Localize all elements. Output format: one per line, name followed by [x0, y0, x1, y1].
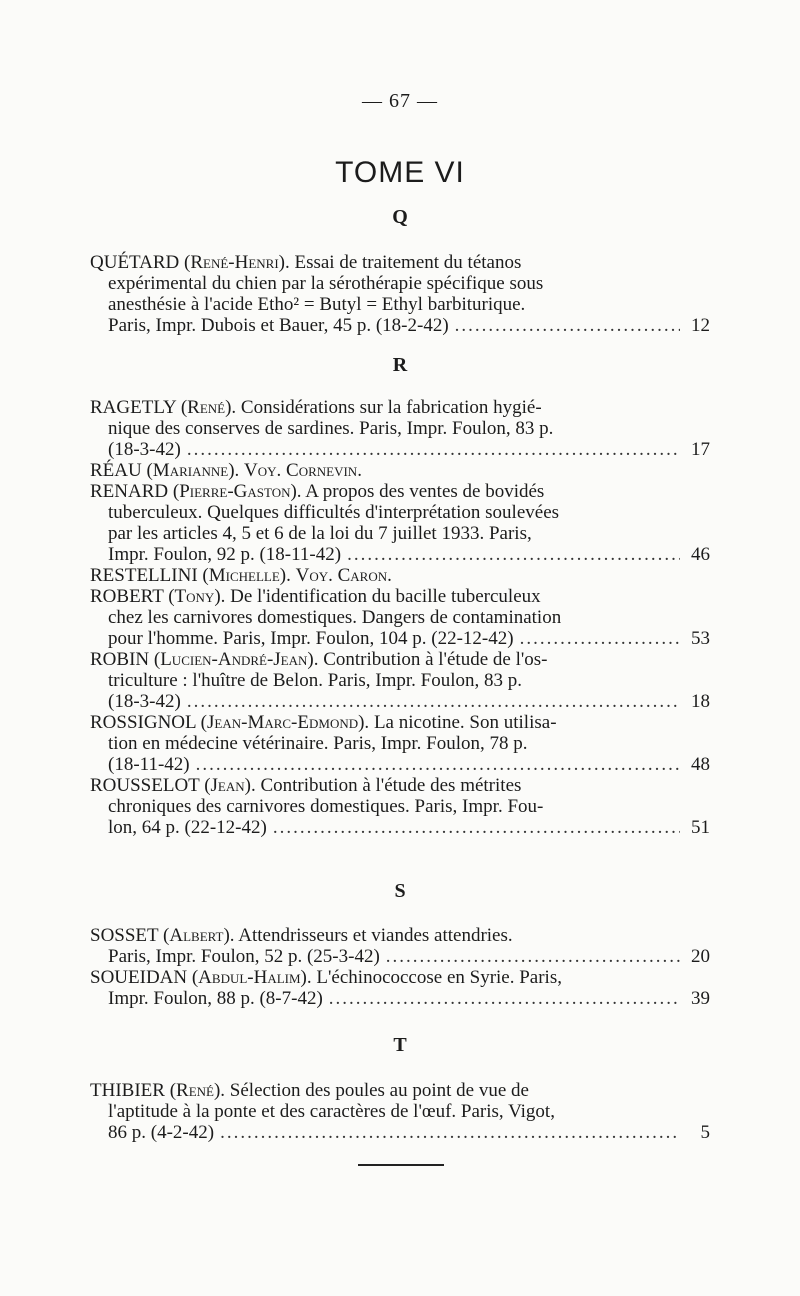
- author-name: RENARD: [90, 481, 169, 502]
- author-name: ROSSIGNOL: [90, 712, 196, 733]
- entry-quetard: [90, 252, 710, 336]
- entry-title-start: De l'identification du bacille tuberculeux: [230, 586, 541, 607]
- page-ref: 18: [691, 691, 710, 712]
- entry-title-start: Attendrisseurs et viandes attendries.: [238, 925, 513, 946]
- entry-title-start: Contribution à l'étude de l'os-: [323, 649, 548, 670]
- author-given-names: (Albert).: [163, 925, 235, 946]
- entry-imprint: (18-3-42): [108, 439, 181, 460]
- entry-ragetly: [90, 397, 710, 460]
- cross-reference: Voy. Cornevin.: [244, 460, 362, 481]
- entry-title-start: La nicotine. Son utilisa-: [373, 712, 557, 733]
- author-given-names: (Lucien-André-Jean).: [153, 649, 319, 670]
- entry-first-line: [90, 1080, 710, 1101]
- entry-rossignol: [90, 712, 710, 775]
- author-given-names: (Abdul-Halim).: [191, 967, 312, 988]
- leader-dots: [196, 754, 680, 775]
- page-ref: 12: [691, 315, 710, 336]
- author-name: THIBIER: [90, 1080, 165, 1101]
- volume-title: TOME VI: [335, 156, 465, 189]
- entry-line: chroniques des carnivores domestiques. Paris, Impr. Fou-: [108, 796, 544, 817]
- author-name: ROBERT: [90, 586, 164, 607]
- author-given-names: (Pierre-Gaston).: [172, 481, 302, 502]
- leader-dots: [273, 817, 680, 838]
- entry-title-start: Sélection des poules au point de vue de: [229, 1080, 529, 1101]
- entry-sosset: [90, 925, 710, 967]
- entry-title-start: Essai de traitement du tétanos: [294, 252, 522, 273]
- entry-last-line: [90, 691, 710, 712]
- page-ref: 53: [691, 628, 710, 649]
- entry-robin: [90, 649, 710, 712]
- entry-title-start: L'échinococcose en Syrie. Paris,: [316, 967, 562, 988]
- page-ref: 39: [691, 988, 710, 1009]
- entry-imprint: pour l'homme. Paris, Impr. Foulon, 104 p. (22-12-42): [108, 628, 514, 649]
- section-letter-r: R: [392, 354, 408, 376]
- author-given-names: (Jean).: [204, 775, 256, 796]
- author-name: SOUEIDAN: [90, 967, 188, 988]
- author-given-names: (Marianne).: [146, 460, 240, 481]
- entry-soueidan: [90, 967, 710, 1009]
- entry-imprint: Paris, Impr. Foulon, 52 p. (25-3-42): [108, 946, 380, 967]
- entry-line: l'aptitude à la ponte et des caractères de l'œuf. Paris, Vigot,: [108, 1101, 555, 1122]
- entry-title-start: A propos des ventes de bovidés: [305, 481, 545, 502]
- entry-last-line: [90, 946, 710, 967]
- entry-first-line: [90, 712, 710, 733]
- entry-restellini: [90, 565, 710, 586]
- entry-imprint: (18-11-42): [108, 754, 190, 775]
- cross-reference: Voy. Caron.: [295, 565, 392, 586]
- entry-first-line: [90, 586, 710, 607]
- section-letter-s: S: [394, 880, 406, 902]
- page-ref: 46: [691, 544, 710, 565]
- author-name: ROBIN: [90, 649, 150, 670]
- entry-imprint: Impr. Foulon, 88 p. (8-7-42): [108, 988, 323, 1009]
- entry-line: expérimental du chien par la sérothérapie spécifique sous: [108, 273, 544, 294]
- page-ref: 20: [691, 946, 710, 967]
- author-name: ROUSSELOT: [90, 775, 200, 796]
- entry-imprint: 86 p. (4-2-42): [108, 1122, 215, 1143]
- author-given-names: (Tony).: [168, 586, 226, 607]
- entry-line: chez les carnivores domestiques. Dangers de contamination: [108, 607, 562, 628]
- author-given-names: (René).: [169, 1080, 226, 1101]
- page-ref: 5: [700, 1122, 710, 1143]
- entry-renard: [90, 481, 710, 565]
- entry-imprint: lon, 64 p. (22-12-42): [108, 817, 267, 838]
- leader-dots: [329, 988, 680, 1009]
- author-name: QUÉTARD: [90, 252, 180, 273]
- leader-dots: [455, 315, 680, 336]
- entry-line: anesthésie à l'acide Etho² = Butyl = Ethyl barbiturique.: [108, 294, 526, 315]
- leader-dots: [187, 691, 680, 712]
- entry-first-line: [90, 460, 710, 481]
- entry-last-line: [90, 754, 710, 775]
- closing-rule: [358, 1164, 444, 1166]
- entry-title-start: Considérations sur la fabrication hygié-: [240, 397, 542, 418]
- entry-last-line: [90, 1122, 710, 1143]
- entry-robert: [90, 586, 710, 649]
- entry-imprint: Paris, Impr. Dubois et Bauer, 45 p. (18-2-42): [108, 315, 449, 336]
- entry-first-line: [90, 967, 710, 988]
- entry-first-line: [90, 649, 710, 670]
- entry-imprint: Impr. Foulon, 92 p. (18-11-42): [108, 544, 342, 565]
- entry-first-line: [90, 397, 710, 418]
- leader-dots: [386, 946, 680, 967]
- leader-dots: [347, 544, 680, 565]
- page-number: — 67 —: [362, 90, 438, 112]
- entry-last-line: [90, 628, 710, 649]
- author-given-names: (Michelle).: [202, 565, 291, 586]
- author-given-names: (René-Henri).: [184, 252, 290, 273]
- entry-reau: [90, 460, 710, 481]
- entry-line: tuberculeux. Quelques difficultés d'interprétation soulevées: [108, 502, 560, 523]
- entry-first-line: [90, 565, 710, 586]
- entry-last-line: [90, 439, 710, 460]
- section-letter-q: Q: [392, 206, 408, 228]
- entry-imprint: (18-3-42): [108, 691, 181, 712]
- entry-last-line: [90, 544, 710, 565]
- entry-thibier: [90, 1080, 710, 1143]
- entry-line: triculture : l'huître de Belon. Paris, Impr. Foulon, 83 p.: [108, 670, 522, 691]
- entry-rousselot: [90, 775, 710, 838]
- entry-line: par les articles 4, 5 et 6 de la loi du 7 juillet 1933. Paris,: [108, 523, 532, 544]
- author-name: RESTELLINI: [90, 565, 198, 586]
- entry-last-line: [90, 315, 710, 336]
- entry-first-line: [90, 252, 710, 273]
- entry-line: tion en médecine vétérinaire. Paris, Impr. Foulon, 78 p.: [108, 733, 528, 754]
- author-name: SOSSET: [90, 925, 159, 946]
- page-ref: 17: [691, 439, 710, 460]
- entry-line: nique des conserves de sardines. Paris, Impr. Foulon, 83 p.: [108, 418, 554, 439]
- leader-dots: [187, 439, 680, 460]
- entry-first-line: [90, 481, 710, 502]
- page-ref: 48: [691, 754, 710, 775]
- entry-first-line: [90, 775, 710, 796]
- author-name: RÉAU: [90, 460, 142, 481]
- entry-last-line: [90, 988, 710, 1009]
- entry-title-start: Contribution à l'étude des métrites: [260, 775, 522, 796]
- author-given-names: (René).: [180, 397, 237, 418]
- author-name: RAGETLY: [90, 397, 177, 418]
- page-ref: 51: [691, 817, 710, 838]
- section-letter-t: T: [393, 1034, 407, 1056]
- entry-last-line: [90, 817, 710, 838]
- entry-first-line: [90, 925, 710, 946]
- leader-dots: [220, 1122, 680, 1143]
- leader-dots: [520, 628, 680, 649]
- author-given-names: (Jean-Marc-Edmond).: [200, 712, 370, 733]
